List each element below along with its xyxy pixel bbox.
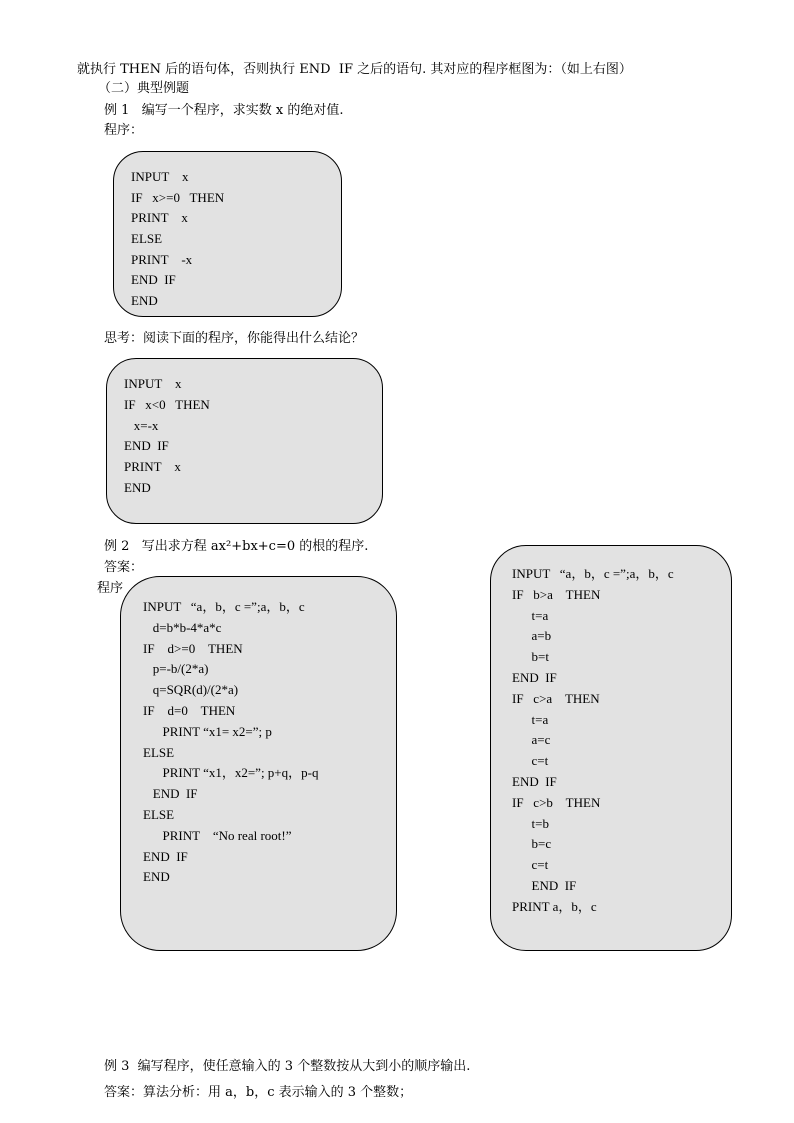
code-box-think bbox=[106, 358, 383, 524]
code-line: c=t bbox=[512, 753, 549, 769]
code-line: p=-b/(2*a) bbox=[143, 661, 209, 677]
code-line: END IF bbox=[512, 877, 577, 893]
code-line: t=b bbox=[512, 815, 549, 831]
code-box-sort bbox=[490, 545, 732, 951]
example1-title: 例 1 编写一个程序，求实数 x 的绝对值. bbox=[104, 103, 344, 118]
example1-program-label: 程序： bbox=[104, 123, 144, 138]
code-line: PRINT x bbox=[131, 210, 188, 226]
code-line: IF d=0 THEN bbox=[143, 702, 236, 718]
code-line: INPUT x bbox=[124, 376, 182, 391]
code-line: q=SQR(d)/(2*a) bbox=[143, 682, 239, 698]
code-line: END IF bbox=[512, 773, 557, 789]
code-line: END bbox=[124, 479, 151, 495]
code-line: IF c>b THEN bbox=[512, 794, 601, 810]
code-list-quadratic bbox=[143, 597, 318, 888]
code-list-sort bbox=[512, 564, 674, 918]
code-line: ELSE bbox=[143, 806, 175, 822]
code-line: PRINT “x1= x2=”; p bbox=[143, 723, 272, 739]
code-line: PRINT -x bbox=[131, 251, 193, 267]
code-line: INPUT “a，b，c =”;a，b，c bbox=[512, 566, 674, 581]
code-line: t=a bbox=[512, 607, 549, 623]
code-line: PRINT “No real root!” bbox=[143, 827, 292, 843]
code-box-abs-value bbox=[113, 151, 342, 317]
example2-program-label: 程序 bbox=[97, 581, 124, 596]
code-line: t=a bbox=[512, 711, 549, 727]
code-line: ELSE bbox=[131, 231, 163, 247]
example2-answer-label: 答案： bbox=[104, 560, 144, 575]
code-line: IF d>=0 THEN bbox=[143, 640, 243, 656]
code-line: PRINT “x1，x2=”; p+q，p-q bbox=[143, 765, 319, 781]
code-line: PRINT x bbox=[124, 459, 181, 475]
code-line: b=c bbox=[512, 836, 552, 852]
example3-title: 例 3 编写程序，使任意输入的 3 个整数按从大到小的顺序输出. bbox=[104, 1059, 471, 1074]
code-line: d=b*b-4*a*c bbox=[143, 619, 222, 635]
example3-answer: 答案：算法分析：用 a，b，c 表示输入的 3 个整数； bbox=[104, 1085, 413, 1100]
code-line: END IF bbox=[143, 786, 198, 802]
intro-line: 就执行 THEN 后的语句体，否则执行 END IF 之后的语句. 其对应的程序框图为：（如上右图） bbox=[77, 62, 632, 77]
code-line: IF x>=0 THEN bbox=[131, 189, 225, 205]
code-line: x=-x bbox=[124, 417, 159, 433]
code-line: ELSE bbox=[143, 744, 175, 760]
code-line: PRINT a，b，c bbox=[512, 898, 597, 914]
code-box-quadratic bbox=[120, 576, 397, 951]
code-line: b=t bbox=[512, 649, 549, 665]
code-list-abs-value bbox=[131, 167, 224, 312]
code-line: INPUT x bbox=[131, 169, 189, 184]
code-line: END bbox=[131, 293, 158, 309]
code-line: END bbox=[143, 869, 170, 885]
example2-title: 例 2 写出求方程 ax²+bx+c=0 的根的程序. bbox=[104, 539, 369, 554]
code-line: END IF bbox=[131, 272, 176, 288]
code-line: END IF bbox=[124, 438, 169, 454]
section-heading: （二）典型例题 bbox=[98, 81, 190, 96]
think-prompt: 思考：阅读下面的程序，你能得出什么结论？ bbox=[104, 331, 365, 346]
code-line: IF b>a THEN bbox=[512, 586, 601, 602]
code-list-think bbox=[124, 374, 210, 499]
code-line: a=b bbox=[512, 628, 552, 644]
code-line: INPUT “a，b，c =”;a，b，c bbox=[143, 599, 305, 614]
code-line: END IF bbox=[143, 848, 188, 864]
code-line: IF x<0 THEN bbox=[124, 396, 210, 412]
code-line: c=t bbox=[512, 857, 549, 873]
code-line: IF c>a THEN bbox=[512, 690, 600, 706]
code-line: END IF bbox=[512, 669, 557, 685]
code-line: a=c bbox=[512, 732, 551, 748]
